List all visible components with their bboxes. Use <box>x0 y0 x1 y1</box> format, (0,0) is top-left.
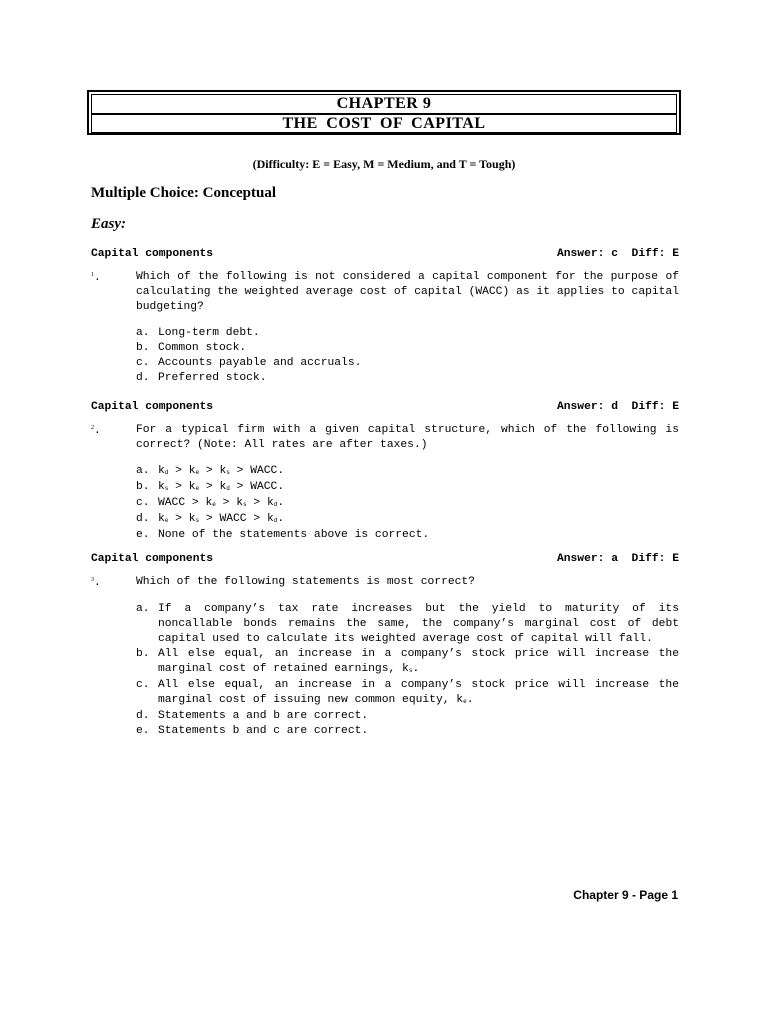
choice-item: b. All else equal, an increase in a company’s stock price will increase the marginal cost of retained earnings, $k_s$. <box>136 648 679 675</box>
question-topic: Capital components <box>91 553 214 565</box>
question-answer-diff: Answer: d Diff: E <box>556 401 679 413</box>
question-header <box>91 552 679 567</box>
choice-item: e. None of the statements above is correct. <box>136 529 430 541</box>
chapter-number: CHAPTER 9 <box>91 94 677 114</box>
question-text: Which of the following statements is most correct? <box>136 576 475 588</box>
question-number: 1. <box>91 272 101 284</box>
choice-item: c. Accounts payable and accruals. <box>136 357 362 369</box>
choice-item: c. All else equal, an increase in a company’s stock price will increase the marginal cost of issuing new common equity, $k_e$. <box>136 679 679 706</box>
choice-item: d. Statements a and b are correct. <box>136 710 369 722</box>
question-answer-diff: Answer: c Diff: E <box>556 248 679 260</box>
question-number: 2. <box>91 425 101 437</box>
chapter-title: THE COST OF CAPITAL <box>91 114 677 133</box>
choice-item: b. Common stock. <box>136 342 247 354</box>
question-header <box>91 247 679 262</box>
question-topic: Capital components <box>91 401 214 413</box>
question-answer-diff: Answer: a Diff: E <box>556 553 679 565</box>
choice-item: a. If a company’s tax rate increases but the yield to maturity of its noncallable bonds remains the same, the company’s marginal cost of debt capital used to calculate its weighted average cost of capital will fall. <box>136 603 679 645</box>
section-title: Multiple Choice: Conceptual <box>91 185 276 201</box>
choice-item: a. Long-term debt. <box>136 327 260 339</box>
choice-item: d. Preferred stock. <box>136 372 267 384</box>
page-footer: Chapter 9 - Page 1 <box>573 888 678 902</box>
difficulty-level-heading: Easy: <box>91 216 126 232</box>
answer-choices <box>136 464 679 543</box>
choice-item: a. $k_d > k_e > k_s$ > WACC. <box>136 465 285 477</box>
question-header <box>91 400 679 415</box>
chapter-title-box <box>87 90 681 135</box>
choice-item: d. $k_e > k_s$ > WACC > $k_d$. <box>136 513 285 525</box>
difficulty-legend: (Difficulty: E = Easy, M = Medium, and T = Tough) <box>252 157 516 171</box>
question-text: For a typical firm with a given capital structure, which of the following is correct? (Note: All rates are after taxes.) <box>136 424 679 451</box>
answer-choices <box>136 602 679 739</box>
choice-item: c. WACC > $k_e > k_s > k_d$. <box>136 497 285 509</box>
answer-choices <box>136 326 679 386</box>
question-number: 3. <box>91 577 101 589</box>
choice-item: b. $k_s > k_e > k_d$ > WACC. <box>136 481 285 493</box>
question-text: Which of the following is not considered a capital component for the purpose of calculating the weighted average cost of capital (WACC) as it applies to capital budgeting? <box>136 271 679 313</box>
choice-item: e. Statements b and c are correct. <box>136 725 369 737</box>
question-topic: Capital components <box>91 248 214 260</box>
